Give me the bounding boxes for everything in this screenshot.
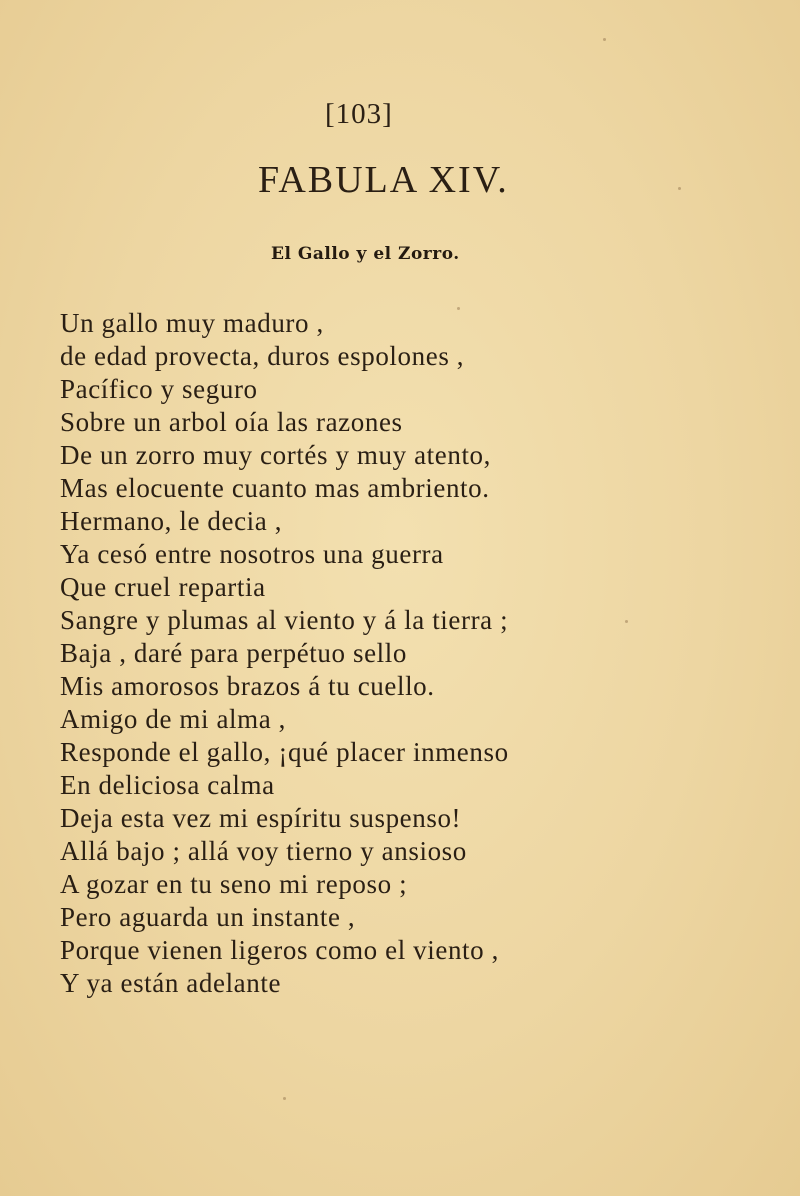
fable-title: FABULA XIV. — [258, 159, 509, 201]
verse-line: Amigo de mi alma , — [60, 704, 287, 734]
page-number: [103] — [325, 98, 393, 130]
verse-line: Baja , daré para perpétuo sello — [60, 638, 407, 668]
paper-speck — [678, 187, 681, 190]
verse-line: Pacífico y seguro — [60, 374, 258, 404]
poem-text — [60, 307, 660, 1000]
verse-line: Que cruel repartia — [60, 572, 266, 602]
verse-line: Sangre y plumas al viento y á la tierra ; — [60, 605, 509, 635]
verse-line: Un gallo muy maduro , — [60, 308, 324, 338]
verse-line: Y ya están adelante — [60, 968, 282, 998]
verse-line: Mis amorosos brazos á tu cuello. — [60, 671, 435, 701]
verse-line: Sobre un arbol oía las razones — [60, 407, 403, 437]
paper-speck — [283, 1097, 286, 1100]
verse-line: En deliciosa calma — [60, 770, 275, 800]
verse-line: Allá bajo ; allá voy tierno y ansioso — [60, 836, 467, 866]
verse-line: Porque vienen ligeros como el viento , — [60, 935, 499, 965]
paper-speck — [603, 38, 606, 41]
verse-line: de edad provecta, duros espolones , — [60, 341, 465, 371]
verse-line: Ya cesó entre nosotros una guerra — [60, 539, 444, 569]
verse-line: Deja esta vez mi espíritu suspenso! — [60, 803, 462, 833]
verse-line: De un zorro muy cortés y muy atento, — [60, 440, 491, 470]
verse-line: Responde el gallo, ¡qué placer inmenso — [60, 737, 509, 767]
verse-line: Hermano, le decia , — [60, 506, 283, 536]
verse-line: Pero aguarda un instante , — [60, 902, 356, 932]
verse-line: A gozar en tu seno mi reposo ; — [60, 869, 408, 899]
fable-subtitle: El Gallo y el Zorro. — [271, 244, 460, 264]
verse-line: Mas elocuente cuanto mas ambriento. — [60, 473, 490, 503]
